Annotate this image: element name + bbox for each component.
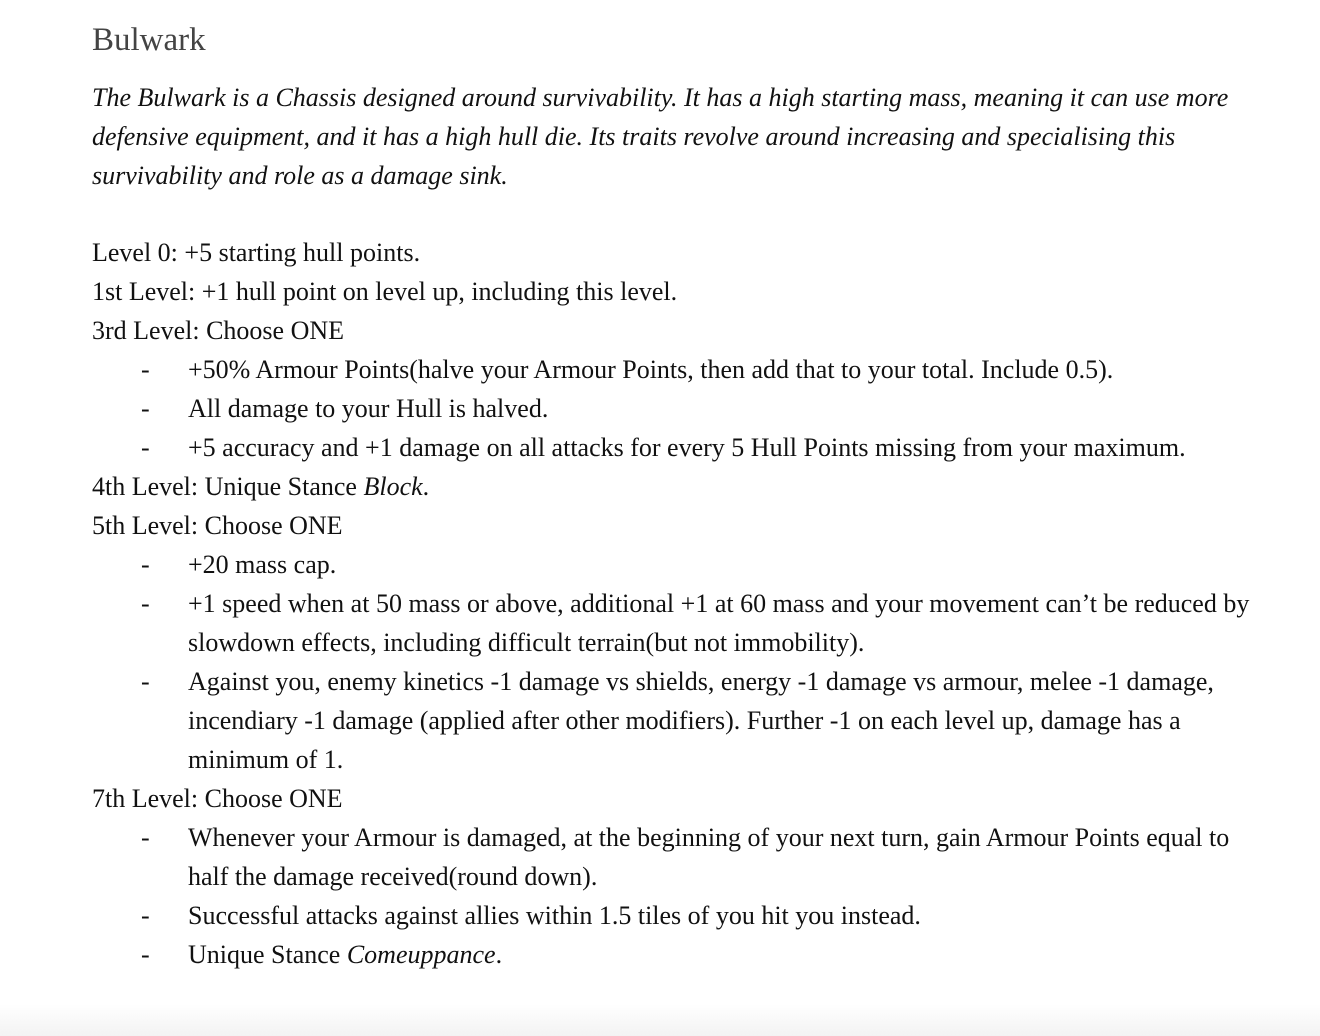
dash-bullet-icon: - <box>141 940 150 969</box>
level-4-label: 4th Level: Unique Stance <box>92 472 364 501</box>
list-item <box>92 545 1268 584</box>
option-text: Successful attacks against allies within 1.5 tiles of you hit you instead. <box>188 901 921 930</box>
list-item <box>92 389 1268 428</box>
punctuation: . <box>495 940 503 969</box>
stance-name: Block <box>363 472 423 501</box>
option-text: +5 accuracy and +1 damage on all attacks for every 5 Hull Points missing from your maximum. <box>188 433 1186 462</box>
level-1: 1st Level: +1 hull point on level up, including this level. <box>92 277 678 306</box>
list-item <box>92 584 1268 662</box>
dash-bullet-icon: - <box>141 355 150 384</box>
level-7-options <box>92 818 1292 974</box>
level-5-options <box>92 545 1292 779</box>
list-item <box>92 896 1268 935</box>
dash-bullet-icon: - <box>141 667 150 696</box>
dash-bullet-icon: - <box>141 901 150 930</box>
bottom-fade <box>0 1004 1320 1036</box>
dash-bullet-icon: - <box>141 589 150 618</box>
list-item <box>92 662 1268 779</box>
document-title: Bulwark <box>92 22 206 58</box>
dash-bullet-icon: - <box>141 394 150 423</box>
list-item <box>92 350 1268 389</box>
list-item <box>92 818 1268 896</box>
option-text: +1 speed when at 50 mass or above, additional +1 at 60 mass and your movement can’t be reduced by slowdown effects, including difficult terrain(but not immobility). <box>188 589 1250 657</box>
intro-paragraph: The Bulwark is a Chassis designed around survivability. It has a high starting mass, meaning it can use more defensive equipment, and it has a high hull die. Its traits revolve around increasing and specialising this survivability and role as a damage sink. <box>92 83 1229 190</box>
option-text: Whenever your Armour is damaged, at the beginning of your next turn, gain Armour Points equal to half the damage received(round down). <box>188 823 1230 891</box>
option-text: All damage to your Hull is halved. <box>188 394 549 423</box>
list-item <box>92 428 1268 467</box>
punctuation: . <box>422 472 430 501</box>
level-7: 7th Level: Choose ONE <box>92 784 343 813</box>
list-item <box>92 935 1268 974</box>
level-list <box>92 233 1292 974</box>
dash-bullet-icon: - <box>141 823 150 852</box>
option-text: Unique Stance <box>188 940 347 969</box>
level-3: 3rd Level: Choose ONE <box>92 316 345 345</box>
stance-name: Comeuppance <box>346 940 496 969</box>
option-text: Against you, enemy kinetics -1 damage vs shields, energy -1 damage vs armour, melee -1 damage, incendiary -1 damage (applied after other modifiers). Further -1 on each level up, damage has a minimum of 1. <box>188 667 1214 774</box>
option-text: +50% Armour Points(halve your Armour Points, then add that to your total. Include 0.5). <box>188 355 1114 384</box>
level-0: Level 0: +5 starting hull points. <box>92 238 421 267</box>
level-3-options <box>92 350 1292 467</box>
level-5: 5th Level: Choose ONE <box>92 511 343 540</box>
dash-bullet-icon: - <box>141 433 150 462</box>
level-4 <box>92 467 1292 506</box>
option-text: +20 mass cap. <box>188 550 337 579</box>
dash-bullet-icon: - <box>141 550 150 579</box>
